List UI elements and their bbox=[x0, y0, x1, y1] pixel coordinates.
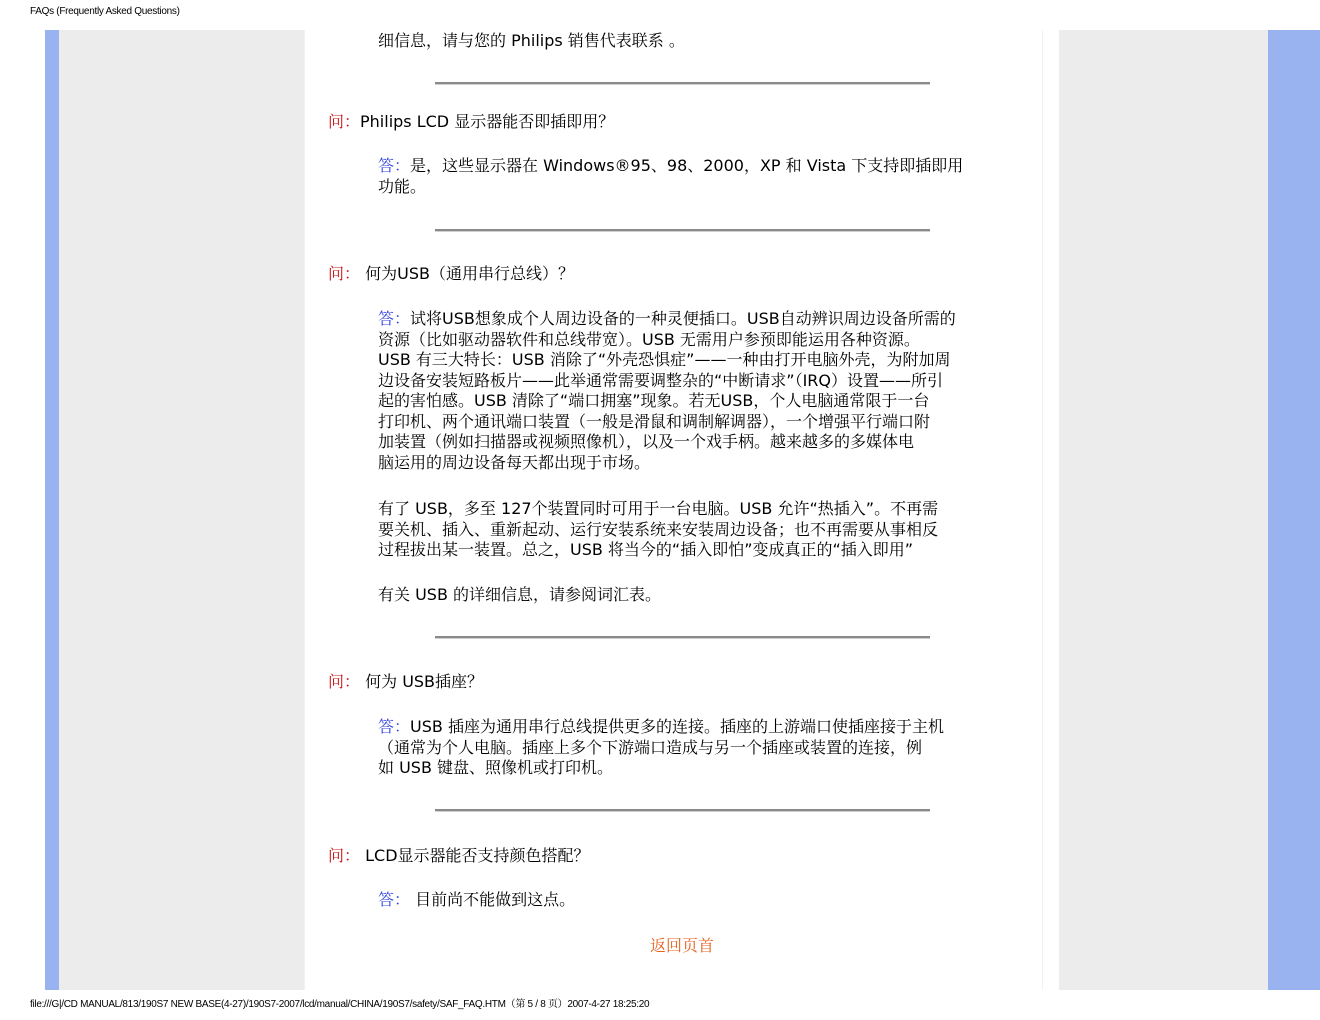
section-divider bbox=[435, 229, 930, 232]
left-accent-band bbox=[45, 30, 59, 990]
paragraph-line: 有了 USB，多至 127个装置同时可用于一台电脑。USB 允许“热插入”。不再需 bbox=[378, 499, 939, 518]
question-text: Philips LCD 显示器能否即插即用？ bbox=[360, 112, 615, 131]
question-label: 问： bbox=[328, 264, 361, 283]
question-label: 问： bbox=[328, 672, 361, 691]
faq-question bbox=[328, 846, 590, 867]
faq-question bbox=[328, 672, 483, 693]
question-text: LCD显示器能否支持颜色搭配？ bbox=[360, 846, 590, 865]
answer-line: 目前尚不能做到这点。 bbox=[410, 890, 576, 909]
answer-label: 答： bbox=[378, 309, 411, 328]
answer-line: USB 有三大特长：USB 消除了“外壳恐惧症”——一种由打开电脑外壳，为附加周 bbox=[378, 350, 951, 369]
faq-answer bbox=[378, 890, 575, 911]
answer-label: 答： bbox=[378, 890, 411, 909]
answer-line: 功能。 bbox=[378, 176, 427, 196]
answer-line: 加装置（例如扫描器或视频照像机），以及一个戏手柄。越来越多的多媒体电 bbox=[378, 432, 915, 451]
answer-label: 答： bbox=[378, 156, 411, 175]
glossary-note: 有关 USB 的详细信息，请参阅词汇表。 bbox=[378, 585, 662, 604]
question-label: 问： bbox=[328, 112, 361, 131]
faq-answer-paragraph bbox=[378, 499, 938, 561]
answer-line: 试将USB想象成个人周边设备的一种灵便插口。USB自动辨识周边设备所需的 bbox=[410, 309, 956, 328]
paragraph-line: 过程拔出某一装置。总之，USB 将当今的“插入即怕”变成真正的“插入即用” bbox=[378, 540, 914, 559]
answer-label: 答： bbox=[378, 717, 411, 736]
intro-text: 细信息，请与您的 Philips 销售代表联系 。 bbox=[378, 31, 685, 50]
question-text: 何为 USB插座？ bbox=[360, 672, 484, 691]
faq-question bbox=[328, 264, 574, 285]
content-right-edge bbox=[1042, 30, 1043, 990]
section-divider bbox=[435, 636, 930, 639]
faq-question bbox=[328, 112, 614, 133]
print-footer-path: file:///G|/CD MANUAL/813/190S7 NEW BASE(4-27)/190S7-2007/lcd/manual/CHINA/190S7/safety/SAF_FAQ.HTM（第 5 / 8 页）2007-4-27 18:25:20 bbox=[30, 999, 650, 1010]
right-margin-panel bbox=[1059, 30, 1268, 990]
right-accent-band bbox=[1268, 30, 1320, 990]
faq-answer bbox=[378, 156, 963, 197]
answer-line: （通常为个人电脑。插座上多个下游端口造成与另一个插座或装置的连接，例 bbox=[378, 737, 923, 757]
left-margin-panel bbox=[59, 30, 304, 990]
back-to-top-link[interactable]: 返回页首 bbox=[650, 936, 715, 955]
print-header-title: FAQs (Frequently Asked Questions) bbox=[30, 6, 180, 17]
answer-line: 打印机、两个通讯端口装置（一般是滑鼠和调制解调器），一个增强平行端口附 bbox=[378, 411, 931, 431]
faq-answer bbox=[378, 717, 944, 779]
section-divider bbox=[435, 82, 930, 85]
section-divider bbox=[435, 809, 930, 812]
paragraph-line: 要关机、插入、重新起动、运行安装系统来安装周边设备；也不再需要从事相反 bbox=[378, 519, 939, 539]
content-left-edge bbox=[304, 30, 305, 990]
question-label: 问： bbox=[328, 846, 361, 865]
answer-line: 边设备安装短路板片——此举通常需要调整杂的“中断请求”（IRQ）设置——所引 bbox=[378, 370, 944, 390]
answer-line: 是，这些显示器在 Windows®95、98、2000，XP 和 Vista 下支持即插即用 bbox=[410, 156, 964, 175]
question-text: 何为USB（通用串行总线）？ bbox=[360, 264, 574, 283]
faq-answer bbox=[378, 309, 956, 473]
answer-line: 起的害怕感。USB 清除了“端口拥塞”现象。若无USB，个人电脑通常限于一台 bbox=[378, 391, 930, 410]
answer-line: 脑运用的周边设备每天都出现于市场。 bbox=[378, 452, 651, 472]
answer-line: 资源（比如驱动器软件和总线带宽）。USB 无需用户参预即能运用各种资源。 bbox=[378, 329, 920, 349]
answer-line: 如 USB 键盘、照像机或打印机。 bbox=[378, 758, 614, 777]
answer-line: USB 插座为通用串行总线提供更多的连接。插座的上游端口使插座接于主机 bbox=[410, 717, 944, 736]
